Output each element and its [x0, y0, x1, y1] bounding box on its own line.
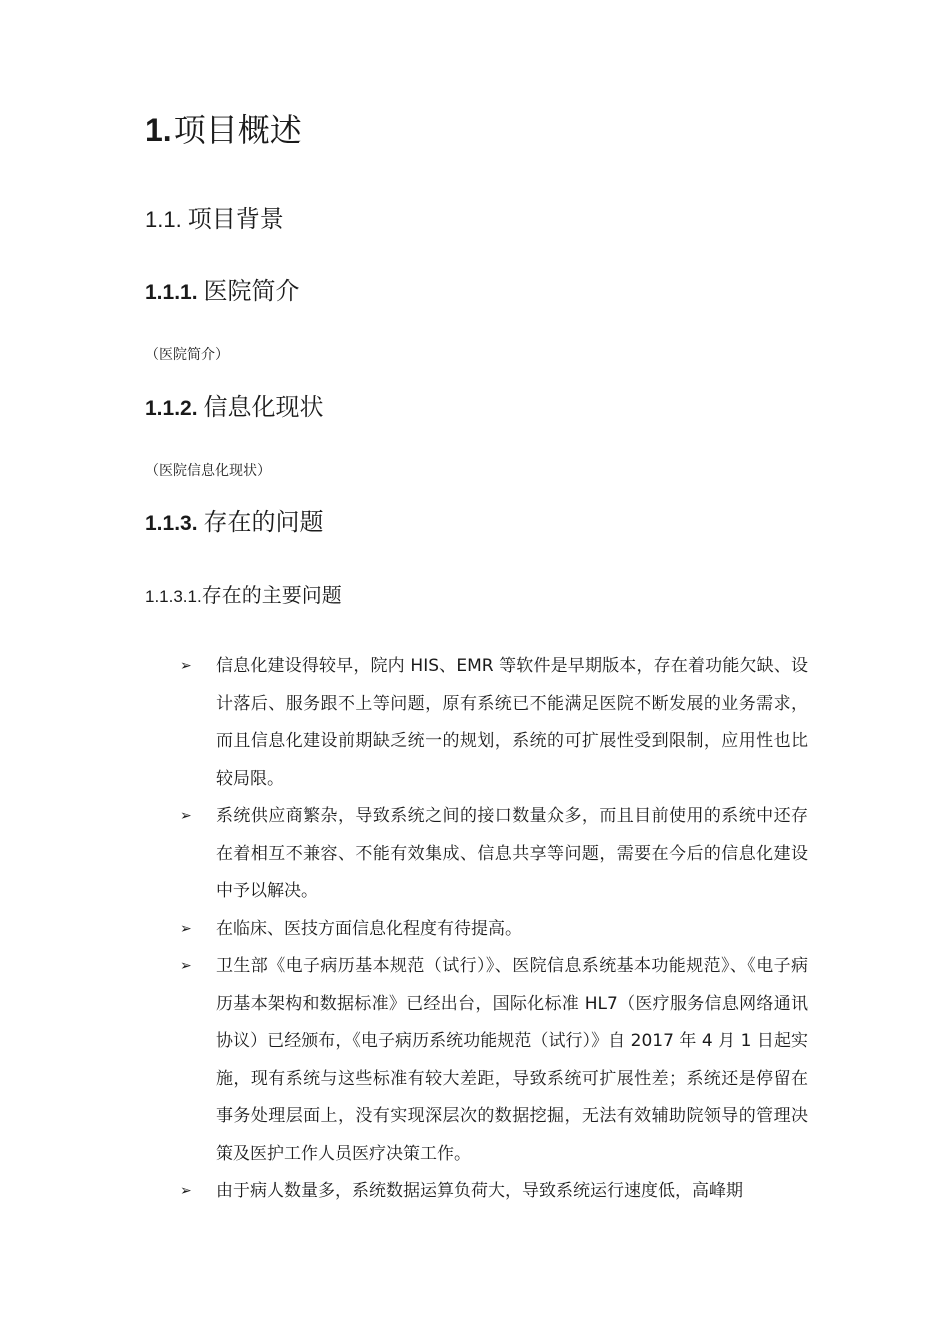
- list-item-text: 信息化建设得较早，院内 HIS、EMR 等软件是早期版本，存在着功能欠缺、设计落后、服务跟不上等问题，原有系统已不能满足医院不断发展的业务需求，而且信息化建设前期缺乏统一的规划，系统的可扩展性受到限制，应用性也比较局限。: [216, 656, 808, 789]
- heading-1-1-1-number: 1.1.1.: [145, 281, 198, 304]
- heading-1-1-3-1: [145, 580, 342, 612]
- list-item: [180, 911, 808, 949]
- heading-1-1-2: [145, 390, 324, 426]
- list-item: [180, 648, 808, 798]
- note-hospital-intro: （医院简介）: [145, 347, 229, 363]
- arrow-bullet-icon: ➢: [180, 920, 192, 937]
- heading-1-1-3-1-number: 1.1.3.1.: [145, 587, 202, 606]
- note-it-status: （医院信息化现状）: [145, 463, 271, 479]
- heading-1-1-1: [145, 274, 300, 310]
- heading-1-1-3: [145, 505, 324, 541]
- list-item: [180, 948, 808, 1173]
- heading-1-1-3-title: 存在的问题: [203, 508, 324, 536]
- problem-list: [180, 648, 808, 1211]
- list-item: [180, 1173, 808, 1211]
- list-item-text: 由于病人数量多，系统数据运算负荷大，导致系统运行速度低，高峰期: [216, 1181, 743, 1201]
- heading-1-1-2-title: 信息化现状: [203, 393, 324, 421]
- heading-1: [145, 108, 302, 152]
- heading-1-number: 1.: [145, 112, 172, 148]
- list-item-text: 卫生部《电子病历基本规范（试行）》、医院信息系统基本功能规范》、《电子病历基本架构和数据标准》已经出台，国际化标准 HL7（医疗服务信息网络通讯协议）已经颁布，《电子病历系统功能规范（试行）》自 2017 年 4 月 1 日起实施，现有系统与这些标准有较大差距，导致系统可扩展性差；系统还是停留在事务处理层面上，没有实现深层次的数据挖掘，无法有效辅助院领导的管理决策及医护工作人员医疗决策工作。: [216, 956, 808, 1164]
- list-item: [180, 798, 808, 911]
- list-item-text: 在临床、医技方面信息化程度有待提高。: [216, 918, 522, 939]
- heading-1-1-3-1-title: 存在的主要问题: [201, 583, 342, 607]
- heading-1-1-3-number: 1.1.3.: [145, 512, 198, 535]
- heading-1-1-title: 项目背景: [187, 205, 284, 233]
- heading-1-1: [145, 202, 284, 237]
- heading-1-1-2-number: 1.1.2.: [145, 397, 198, 420]
- arrow-bullet-icon: ➢: [180, 808, 192, 824]
- arrow-bullet-icon: ➢: [180, 658, 192, 674]
- heading-1-title: 项目概述: [173, 111, 302, 149]
- list-item-text: 系统供应商繁杂，导致系统之间的接口数量众多，而且目前使用的系统中还存在着相互不兼容、不能有效集成、信息共享等问题，需要在今后的信息化建设中予以解决。: [216, 806, 808, 901]
- heading-1-1-number: 1.1.: [145, 207, 182, 232]
- heading-1-1-1-title: 医院简介: [203, 277, 300, 305]
- arrow-bullet-icon: ➢: [180, 958, 192, 974]
- arrow-bullet-icon: ➢: [180, 1183, 192, 1199]
